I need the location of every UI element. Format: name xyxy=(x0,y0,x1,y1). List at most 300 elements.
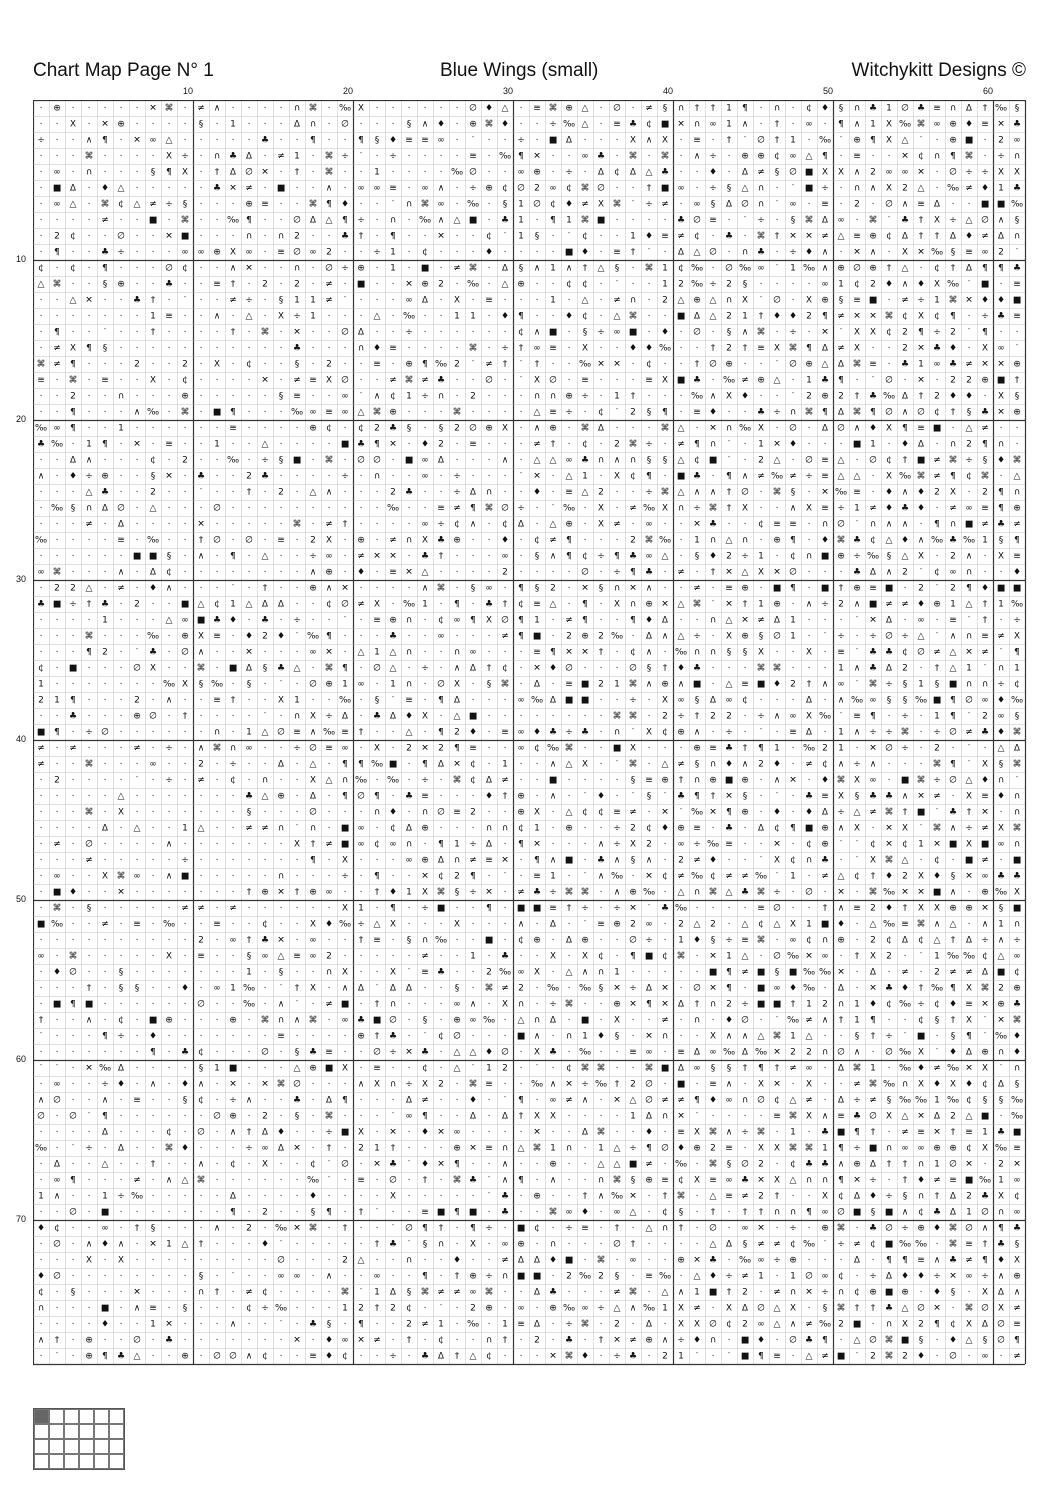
stitch-symbol: ≠ xyxy=(677,568,685,578)
stitch-symbol: X xyxy=(854,824,860,834)
stitch-symbol: ≠ xyxy=(261,824,269,834)
stitch-symbol: · xyxy=(168,888,171,898)
stitch-symbol: · xyxy=(456,104,459,114)
stitch-symbol: ∞ xyxy=(709,1048,717,1058)
stitch-symbol: ✕ xyxy=(165,232,173,242)
stitch-symbol: ∧ xyxy=(854,120,861,130)
stitch-symbol: 2 xyxy=(294,232,300,242)
stitch-symbol: · xyxy=(696,344,699,354)
stitch-symbol: † xyxy=(247,936,252,946)
stitch-symbol: ∅ xyxy=(309,808,317,818)
stitch-symbol: ✕ xyxy=(965,1160,973,1170)
stitch-symbol: ♦ xyxy=(709,408,717,418)
stitch-symbol: Δ xyxy=(438,1352,445,1362)
stitch-symbol: ✕ xyxy=(149,1240,157,1250)
stitch-symbol: X xyxy=(934,904,940,914)
stitch-symbol: ♦ xyxy=(597,1032,605,1042)
stitch-symbol: · xyxy=(728,168,731,178)
stitch-symbol: ♦ xyxy=(101,1320,109,1330)
stitch-symbol: ≡ xyxy=(1013,1144,1021,1154)
stitch-symbol: ✕ xyxy=(725,792,733,802)
stitch-symbol: · xyxy=(504,840,507,850)
stitch-symbol: X xyxy=(966,1016,972,1026)
stitch-symbol: § xyxy=(535,552,540,562)
stitch-symbol: ∩ xyxy=(566,1144,573,1154)
stitch-symbol: ♣ xyxy=(357,440,365,450)
stitch-symbol: † xyxy=(951,1016,956,1026)
stitch-symbol: ∧ xyxy=(326,184,333,194)
stitch-symbol: · xyxy=(568,1192,571,1202)
stitch-symbol: · xyxy=(216,1016,219,1026)
stitch-symbol: ‰ xyxy=(643,1304,655,1314)
stitch-symbol: ≡ xyxy=(613,248,621,258)
stitch-symbol: ≠ xyxy=(149,200,157,210)
stitch-symbol: ¶ xyxy=(518,632,524,642)
stitch-symbol: Δ xyxy=(646,1112,653,1122)
stitch-symbol: 2 xyxy=(38,696,44,706)
stitch-symbol: 2 xyxy=(950,552,956,562)
stitch-symbol: ¢ xyxy=(646,120,652,130)
stitch-symbol: · xyxy=(824,728,827,738)
stitch-symbol: △ xyxy=(662,552,669,562)
stitch-symbol: 2 xyxy=(454,728,460,738)
stitch-symbol: † xyxy=(375,1000,380,1010)
stitch-symbol: · xyxy=(360,888,363,898)
stitch-symbol: ♦ xyxy=(709,856,717,866)
stitch-symbol: § xyxy=(183,200,188,210)
stitch-symbol: ∧ xyxy=(838,696,845,706)
stitch-symbol: · xyxy=(40,488,43,498)
stitch-symbol: ∞ xyxy=(549,1096,557,1106)
stitch-symbol: X xyxy=(966,984,972,994)
stitch-symbol: ♣ xyxy=(1013,120,1021,130)
stitch-symbol: · xyxy=(648,1240,651,1250)
stitch-symbol: · xyxy=(808,904,811,914)
stitch-symbol: · xyxy=(808,488,811,498)
stitch-symbol: · xyxy=(280,1208,283,1218)
stitch-symbol: · xyxy=(360,616,363,626)
stitch-symbol: ✕ xyxy=(581,584,589,594)
stitch-symbol: · xyxy=(296,472,299,482)
stitch-symbol: · xyxy=(184,104,187,114)
stitch-symbol: · xyxy=(504,296,507,306)
stitch-symbol: · xyxy=(40,408,43,418)
stitch-symbol: ≡ xyxy=(469,440,477,450)
stitch-symbol: · xyxy=(472,408,475,418)
stitch-symbol: · xyxy=(664,472,667,482)
stitch-symbol: † xyxy=(711,568,716,578)
stitch-symbol: 1 xyxy=(854,504,860,514)
stitch-symbol: · xyxy=(600,1000,603,1010)
stitch-symbol: ≠ xyxy=(693,1304,701,1314)
stitch-symbol: ∧ xyxy=(950,632,957,642)
stitch-symbol: Δ xyxy=(486,840,493,850)
stitch-symbol: · xyxy=(200,280,203,290)
stitch-symbol: ♦ xyxy=(485,792,493,802)
stitch-symbol: · xyxy=(504,1032,507,1042)
stitch-symbol: ∩ xyxy=(806,1176,813,1186)
stitch-symbol: ♣ xyxy=(693,472,701,482)
stitch-symbol: ∧ xyxy=(198,648,205,658)
stitch-symbol: ♦ xyxy=(981,776,989,786)
stitch-symbol: · xyxy=(200,1016,203,1026)
stitch-symbol: ⊕ xyxy=(773,600,781,610)
stitch-symbol: ¶ xyxy=(934,1320,940,1330)
stitch-symbol: · xyxy=(136,728,139,738)
stitch-symbol: ≡ xyxy=(421,968,429,978)
stitch-symbol: ♣ xyxy=(357,1016,365,1026)
stitch-symbol: · xyxy=(216,840,219,850)
stitch-symbol: ¢ xyxy=(214,600,220,610)
stitch-symbol: · xyxy=(808,632,811,642)
stitch-symbol: 2 xyxy=(726,712,732,722)
stitch-symbol: ∩ xyxy=(630,600,637,610)
stitch-symbol: · xyxy=(520,872,523,882)
stitch-symbol: † xyxy=(663,1192,668,1202)
stitch-symbol: · xyxy=(488,1096,491,1106)
stitch-symbol: 2 xyxy=(438,1080,444,1090)
stitch-symbol: · xyxy=(184,1208,187,1218)
stitch-symbol: · xyxy=(328,1224,331,1234)
stitch-symbol: ⌘ xyxy=(325,664,334,674)
stitch-symbol: ∩ xyxy=(454,648,461,658)
stitch-symbol: ÷ xyxy=(821,184,829,194)
stitch-symbol: ÷ xyxy=(565,1320,573,1330)
stitch-symbol: Δ xyxy=(550,920,557,930)
stitch-symbol: · xyxy=(664,1128,667,1138)
stitch-symbol: ⊕ xyxy=(949,136,957,146)
stitch-symbol: · xyxy=(120,824,123,834)
stitch-symbol: ¶ xyxy=(950,984,956,994)
stitch-symbol: ≡ xyxy=(549,904,557,914)
stitch-symbol: · xyxy=(600,1352,603,1362)
stitch-symbol: · xyxy=(920,712,923,722)
stitch-symbol: ¢ xyxy=(870,1240,876,1250)
stitch-symbol: X xyxy=(614,472,620,482)
stitch-symbol: ∧ xyxy=(710,488,717,498)
stitch-symbol: ⌘ xyxy=(869,888,878,898)
stitch-symbol: ⌘ xyxy=(773,664,782,674)
stitch-symbol: ¢ xyxy=(246,360,252,370)
stitch-symbol: 1 xyxy=(518,216,524,226)
stitch-symbol: ♦ xyxy=(533,728,541,738)
stitch-symbol: ∧ xyxy=(646,648,653,658)
stitch-symbol: · xyxy=(712,904,715,914)
stitch-symbol: ⊕ xyxy=(869,1288,877,1298)
stitch-symbol: Δ xyxy=(854,1256,861,1266)
stitch-symbol: ♦ xyxy=(53,968,61,978)
stitch-symbol: † xyxy=(391,1144,396,1154)
stitch-symbol: ■ xyxy=(997,376,1006,386)
stitch-symbol: · xyxy=(120,1176,123,1186)
stitch-symbol: Δ xyxy=(278,1144,285,1154)
stitch-symbol: · xyxy=(536,248,539,258)
stitch-symbol: ♣ xyxy=(677,216,685,226)
stitch-symbol: ∞ xyxy=(309,648,317,658)
stitch-symbol: · xyxy=(520,856,523,866)
stitch-symbol: · xyxy=(216,328,219,338)
stitch-symbol: · xyxy=(88,920,91,930)
stitch-symbol: ≠ xyxy=(885,600,893,610)
stitch-symbol: · xyxy=(184,344,187,354)
stitch-symbol: ¶ xyxy=(518,840,524,850)
stitch-symbol: ∧ xyxy=(550,760,557,770)
stitch-symbol: 2 xyxy=(246,472,252,482)
stitch-symbol: ✕ xyxy=(629,1000,637,1010)
stitch-symbol: ∧ xyxy=(886,568,893,578)
stitch-symbol: ≡ xyxy=(869,360,877,370)
stitch-symbol: ≠ xyxy=(325,280,333,290)
stitch-symbol: · xyxy=(456,1112,459,1122)
stitch-symbol: · xyxy=(888,1176,891,1186)
stitch-symbol: · xyxy=(104,984,107,994)
stitch-symbol: ✕ xyxy=(869,616,877,626)
stitch-symbol: · xyxy=(296,1032,299,1042)
stitch-symbol: ′ xyxy=(856,856,858,866)
stitch-symbol: · xyxy=(136,968,139,978)
stitch-symbol: · xyxy=(120,1000,123,1010)
stitch-symbol: ✕ xyxy=(389,552,397,562)
stitch-symbol: ■ xyxy=(597,216,606,226)
stitch-symbol: 1 xyxy=(694,536,700,546)
stitch-symbol: ■ xyxy=(789,968,798,978)
stitch-symbol: ⊕ xyxy=(565,104,573,114)
stitch-symbol: ∞ xyxy=(933,360,941,370)
stitch-symbol: · xyxy=(648,1352,651,1362)
stitch-symbol: · xyxy=(456,936,459,946)
stitch-symbol: · xyxy=(600,536,603,546)
stitch-symbol: · xyxy=(392,104,395,114)
stitch-symbol: ′ xyxy=(360,152,362,162)
stitch-symbol: ‰ xyxy=(995,104,1007,114)
stitch-symbol: ∩ xyxy=(406,1256,413,1266)
stitch-symbol: 2 xyxy=(982,488,988,498)
stitch-symbol: · xyxy=(568,568,571,578)
stitch-symbol: · xyxy=(808,568,811,578)
stitch-symbol: ⊕ xyxy=(277,792,285,802)
stitch-symbol: · xyxy=(456,952,459,962)
stitch-symbol: · xyxy=(232,632,235,642)
stitch-symbol: · xyxy=(472,968,475,978)
stitch-symbol: · xyxy=(296,1320,299,1330)
stitch-symbol: ✕ xyxy=(869,312,877,322)
stitch-symbol: X xyxy=(918,552,924,562)
stitch-symbol: ⊕ xyxy=(357,1032,365,1042)
stitch-symbol: · xyxy=(712,824,715,834)
stitch-symbol: § xyxy=(999,760,1004,770)
stitch-symbol: · xyxy=(408,904,411,914)
stitch-symbol: ⊕ xyxy=(757,376,765,386)
stitch-symbol: · xyxy=(584,536,587,546)
stitch-symbol: † xyxy=(775,136,780,146)
stitch-symbol: § xyxy=(311,1208,316,1218)
stitch-symbol: △ xyxy=(774,1304,781,1314)
stitch-symbol: ✕ xyxy=(981,808,989,818)
stitch-symbol: ∞ xyxy=(405,856,413,866)
stitch-symbol: ♦ xyxy=(565,312,573,322)
stitch-symbol: ∩ xyxy=(966,632,973,642)
stitch-symbol: ✕ xyxy=(805,232,813,242)
stitch-symbol: ■ xyxy=(69,664,78,674)
stitch-symbol: Δ xyxy=(438,856,445,866)
stitch-symbol: X xyxy=(886,184,892,194)
stitch-symbol: ∩ xyxy=(886,1320,893,1330)
stitch-symbol: · xyxy=(312,504,315,514)
stitch-symbol: ÷ xyxy=(229,760,237,770)
stitch-symbol: † xyxy=(983,1240,988,1250)
stitch-symbol: · xyxy=(536,760,539,770)
stitch-symbol: · xyxy=(200,1192,203,1202)
stitch-symbol: ■ xyxy=(757,1000,766,1010)
stitch-symbol: ■ xyxy=(661,120,670,130)
stitch-symbol: ✕ xyxy=(629,584,637,594)
stitch-symbol: · xyxy=(408,584,411,594)
stitch-symbol: · xyxy=(488,872,491,882)
stitch-symbol: ⊕ xyxy=(853,1160,861,1170)
stitch-symbol: · xyxy=(344,1320,347,1330)
stitch-symbol: · xyxy=(40,872,43,882)
stitch-symbol: ∅ xyxy=(389,1176,397,1186)
stitch-symbol: ✕ xyxy=(325,648,333,658)
stitch-symbol: ≡ xyxy=(853,488,861,498)
stitch-symbol: ‰ xyxy=(691,392,703,402)
stitch-symbol: ♣ xyxy=(933,344,941,354)
stitch-symbol: · xyxy=(200,424,203,434)
stitch-symbol: · xyxy=(232,888,235,898)
stitch-symbol: ⊕ xyxy=(1013,360,1021,370)
stitch-symbol: ′ xyxy=(136,776,138,786)
stitch-symbol: ✕ xyxy=(933,1304,941,1314)
stitch-symbol: ∧ xyxy=(838,1160,845,1170)
stitch-symbol: § xyxy=(983,1096,988,1106)
stitch-symbol: · xyxy=(424,920,427,930)
stitch-symbol: · xyxy=(456,120,459,130)
stitch-symbol: § xyxy=(1015,1240,1020,1250)
stitch-symbol: ♦ xyxy=(949,392,957,402)
stitch-symbol: 1 xyxy=(854,1016,860,1026)
stitch-symbol: ≠ xyxy=(277,152,285,162)
stitch-symbol: X xyxy=(230,248,236,258)
stitch-symbol: ¢ xyxy=(790,856,796,866)
stitch-symbol: ♣ xyxy=(501,216,509,226)
stitch-symbol: ♣ xyxy=(645,568,653,578)
stitch-symbol: ∅ xyxy=(597,184,605,194)
stitch-symbol: · xyxy=(584,168,587,178)
stitch-symbol: ≡ xyxy=(213,280,221,290)
stitch-symbol: · xyxy=(248,584,251,594)
stitch-symbol: ⊕ xyxy=(933,1144,941,1154)
stitch-symbol: ‰ xyxy=(819,1320,831,1330)
stitch-symbol: · xyxy=(296,1192,299,1202)
stitch-symbol: · xyxy=(152,904,155,914)
stitch-symbol: ∅ xyxy=(325,264,333,274)
stitch-symbol: · xyxy=(200,216,203,226)
stitch-symbol: ≠ xyxy=(101,920,109,930)
stitch-symbol: · xyxy=(200,856,203,866)
stitch-symbol: · xyxy=(120,408,123,418)
stitch-symbol: · xyxy=(136,248,139,258)
stitch-symbol: ≠ xyxy=(85,520,93,530)
stitch-symbol: · xyxy=(568,344,571,354)
stitch-symbol: · xyxy=(456,440,459,450)
stitch-symbol: ¶ xyxy=(454,600,460,610)
stitch-symbol: · xyxy=(504,744,507,754)
stitch-symbol: ♣ xyxy=(741,1176,749,1186)
column-number: 10 xyxy=(183,86,193,96)
stitch-symbol: ⌘ xyxy=(1013,760,1022,770)
stitch-symbol: · xyxy=(968,488,971,498)
stitch-symbol: · xyxy=(680,1240,683,1250)
stitch-symbol: ′ xyxy=(856,648,858,658)
stitch-symbol: ≡ xyxy=(485,856,493,866)
stitch-symbol: ∞ xyxy=(389,840,397,850)
stitch-symbol: ¶ xyxy=(934,520,940,530)
stitch-symbol: ✕ xyxy=(773,1080,781,1090)
stitch-symbol: · xyxy=(360,632,363,642)
stitch-symbol: ♣ xyxy=(853,568,861,578)
stitch-symbol: ✕ xyxy=(709,424,717,434)
stitch-symbol: · xyxy=(312,1128,315,1138)
stitch-symbol: § xyxy=(631,856,636,866)
stitch-symbol: · xyxy=(440,984,443,994)
stitch-symbol: · xyxy=(216,488,219,498)
stitch-symbol: § xyxy=(887,552,892,562)
stitch-symbol: ♣ xyxy=(821,1160,829,1170)
stitch-symbol: · xyxy=(72,536,75,546)
stitch-symbol: · xyxy=(584,1160,587,1170)
stitch-symbol: ≠ xyxy=(181,904,189,914)
stitch-symbol: · xyxy=(680,200,683,210)
stitch-symbol: · xyxy=(72,1272,75,1282)
stitch-symbol: ✕ xyxy=(965,872,973,882)
stitch-symbol: ′ xyxy=(568,232,570,242)
stitch-symbol: ⊕ xyxy=(517,792,525,802)
stitch-symbol: ≠ xyxy=(229,296,237,306)
stitch-symbol: · xyxy=(264,1000,267,1010)
stitch-symbol: § xyxy=(471,584,476,594)
stitch-symbol: ¶ xyxy=(454,744,460,754)
stitch-symbol: ≡ xyxy=(373,1064,381,1074)
stitch-symbol: ⌘ xyxy=(549,1208,558,1218)
stitch-symbol: · xyxy=(232,728,235,738)
stitch-symbol: · xyxy=(120,152,123,162)
stitch-symbol: ‰ xyxy=(771,472,783,482)
stitch-symbol: · xyxy=(584,1000,587,1010)
stitch-symbol: ∩ xyxy=(742,536,749,546)
stitch-symbol: · xyxy=(600,1320,603,1330)
stitch-symbol: · xyxy=(536,776,539,786)
stitch-symbol: · xyxy=(664,440,667,450)
stitch-symbol: ✕ xyxy=(821,328,829,338)
stitch-symbol: · xyxy=(664,648,667,658)
stitch-symbol: ∧ xyxy=(246,1096,253,1106)
stitch-symbol: · xyxy=(152,1144,155,1154)
stitch-symbol: · xyxy=(264,264,267,274)
stitch-symbol: † xyxy=(183,712,188,722)
stitch-symbol: ⌘ xyxy=(613,1176,622,1186)
stitch-symbol: 2 xyxy=(246,1224,252,1234)
stitch-symbol: · xyxy=(184,488,187,498)
stitch-symbol: § xyxy=(87,904,92,914)
stitch-symbol: ♣ xyxy=(389,1032,397,1042)
stitch-symbol: · xyxy=(56,488,59,498)
stitch-symbol: ÷ xyxy=(309,552,317,562)
stitch-symbol: · xyxy=(200,584,203,594)
stitch-symbol: 1 xyxy=(630,232,636,242)
stitch-symbol: ♣ xyxy=(853,1112,861,1122)
column-number: 30 xyxy=(503,86,513,96)
stitch-symbol: § xyxy=(663,104,668,114)
